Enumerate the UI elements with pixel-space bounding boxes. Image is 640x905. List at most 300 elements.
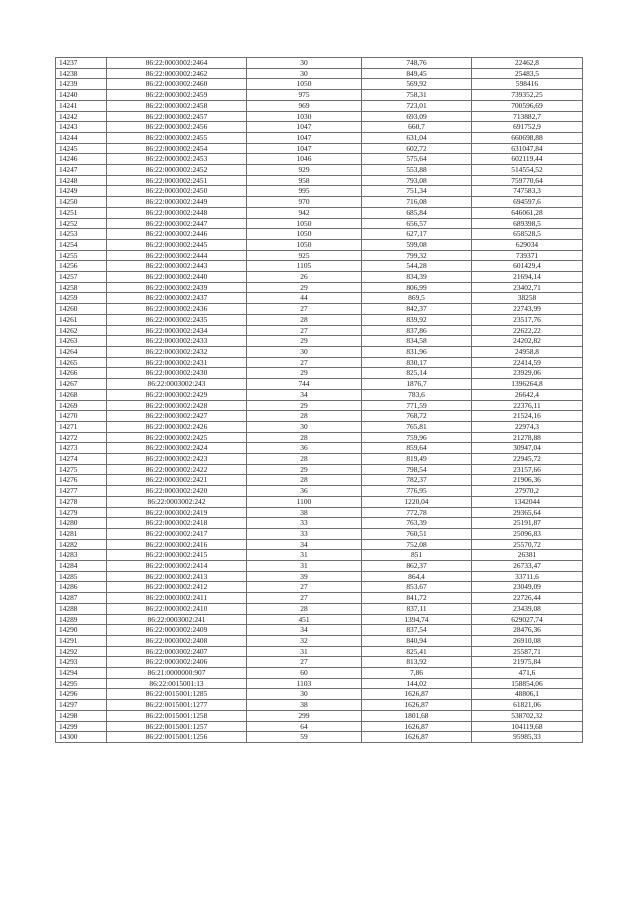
- cadastral-value-cell: 22726,44: [472, 593, 583, 604]
- specific-value-cell: 716,08: [362, 197, 472, 208]
- area-cell: 970: [247, 197, 362, 208]
- specific-value-cell: 144,02: [362, 678, 472, 689]
- specific-value-cell: 1394,74: [362, 614, 472, 625]
- specific-value-cell: 752,08: [362, 539, 472, 550]
- cadastral-value-cell: 1342044: [472, 496, 583, 507]
- table-row: [56, 539, 583, 550]
- cadastral-value-cell: 747583,3: [472, 186, 583, 197]
- cadastral-value-cell: 95985,33: [472, 732, 583, 743]
- row-number-cell: 14246: [56, 154, 107, 165]
- area-cell: 1047: [247, 143, 362, 154]
- row-number-cell: 14242: [56, 111, 107, 122]
- specific-value-cell: 842,37: [362, 304, 472, 315]
- area-cell: 33: [247, 518, 362, 529]
- specific-value-cell: 569,92: [362, 79, 472, 90]
- row-number-cell: 14257: [56, 272, 107, 283]
- table-row: [56, 464, 583, 475]
- specific-value-cell: 783,6: [362, 389, 472, 400]
- specific-value-cell: 849,45: [362, 68, 472, 79]
- cadastral-number-cell: 86:22:0003002:243: [107, 379, 247, 390]
- area-cell: 995: [247, 186, 362, 197]
- cadastral-value-cell: 104119,68: [472, 721, 583, 732]
- cadastral-number-cell: 86:22:0003002:2421: [107, 475, 247, 486]
- cadastral-value-cell: 26642,4: [472, 389, 583, 400]
- table-row: [56, 721, 583, 732]
- cadastral-value-cell: 538702,32: [472, 710, 583, 721]
- row-number-cell: 14292: [56, 646, 107, 657]
- area-cell: 28: [247, 411, 362, 422]
- area-cell: 28: [247, 475, 362, 486]
- specific-value-cell: 837,54: [362, 625, 472, 636]
- row-number-cell: 14237: [56, 58, 107, 69]
- table-row: [56, 486, 583, 497]
- table-row: [56, 657, 583, 668]
- specific-value-cell: 793,08: [362, 175, 472, 186]
- area-cell: 28: [247, 454, 362, 465]
- specific-value-cell: 1626,87: [362, 721, 472, 732]
- cadastral-value-cell: 694597,6: [472, 197, 583, 208]
- cadastral-number-cell: 86:22:0003002:2443: [107, 261, 247, 272]
- row-number-cell: 14296: [56, 689, 107, 700]
- area-cell: 1103: [247, 678, 362, 689]
- table-row: [56, 207, 583, 218]
- area-cell: 451: [247, 614, 362, 625]
- area-cell: 969: [247, 100, 362, 111]
- row-number-cell: 14265: [56, 357, 107, 368]
- table-row: [56, 700, 583, 711]
- specific-value-cell: 1626,87: [362, 732, 472, 743]
- area-cell: 28: [247, 314, 362, 325]
- area-cell: 975: [247, 90, 362, 101]
- cadastral-value-cell: 23402,71: [472, 282, 583, 293]
- table-row: [56, 346, 583, 357]
- cadastral-number-cell: 86:22:0003002:2412: [107, 582, 247, 593]
- table-row: [56, 614, 583, 625]
- cadastral-value-cell: 21975,84: [472, 657, 583, 668]
- cadastral-number-cell: 86:22:0003002:2451: [107, 175, 247, 186]
- cadastral-number-cell: 86:22:0003002:2418: [107, 518, 247, 529]
- area-cell: 925: [247, 250, 362, 261]
- row-number-cell: 14270: [56, 411, 107, 422]
- area-cell: 38: [247, 507, 362, 518]
- specific-value-cell: 7,86: [362, 668, 472, 679]
- cadastral-value-cell: 759770,64: [472, 175, 583, 186]
- row-number-cell: 14285: [56, 571, 107, 582]
- row-number-cell: 14278: [56, 496, 107, 507]
- cadastral-value-cell: 739371: [472, 250, 583, 261]
- table-row: [56, 475, 583, 486]
- specific-value-cell: 772,78: [362, 507, 472, 518]
- cadastral-number-cell: 86:22:0015001:1285: [107, 689, 247, 700]
- cadastral-number-cell: 86:22:0003002:2417: [107, 528, 247, 539]
- specific-value-cell: 1876,7: [362, 379, 472, 390]
- table-row: [56, 357, 583, 368]
- row-number-cell: 14277: [56, 486, 107, 497]
- row-number-cell: 14297: [56, 700, 107, 711]
- row-number-cell: 14272: [56, 432, 107, 443]
- row-number-cell: 14286: [56, 582, 107, 593]
- row-number-cell: 14241: [56, 100, 107, 111]
- cadastral-number-cell: 86:22:0003002:2456: [107, 122, 247, 133]
- cadastral-value-cell: 658528,5: [472, 229, 583, 240]
- table-row: [56, 389, 583, 400]
- cadastral-number-cell: 86:22:0003002:2433: [107, 336, 247, 347]
- specific-value-cell: 685,84: [362, 207, 472, 218]
- cadastral-number-cell: 86:22:0003002:2414: [107, 561, 247, 572]
- cadastral-number-cell: 86:22:0015001:1277: [107, 700, 247, 711]
- cadastral-number-cell: 86:22:0003002:2427: [107, 411, 247, 422]
- row-number-cell: 14280: [56, 518, 107, 529]
- table-row: [56, 571, 583, 582]
- cadastral-number-cell: 86:22:0015001:1258: [107, 710, 247, 721]
- specific-value-cell: 830,17: [362, 357, 472, 368]
- specific-value-cell: 782,37: [362, 475, 472, 486]
- area-cell: 38: [247, 700, 362, 711]
- cadastral-number-cell: 86:22:0003002:2457: [107, 111, 247, 122]
- table-row: [56, 218, 583, 229]
- table-row: [56, 165, 583, 176]
- specific-value-cell: 1801,68: [362, 710, 472, 721]
- cadastral-number-cell: 86:22:0003002:2409: [107, 625, 247, 636]
- specific-value-cell: 819,49: [362, 454, 472, 465]
- table-row: [56, 304, 583, 315]
- cadastral-number-cell: 86:22:0003002:2452: [107, 165, 247, 176]
- table-row: [56, 336, 583, 347]
- area-cell: 31: [247, 561, 362, 572]
- row-number-cell: 14274: [56, 454, 107, 465]
- cadastral-value-cell: 29365,64: [472, 507, 583, 518]
- table-row: [56, 400, 583, 411]
- row-number-cell: 14253: [56, 229, 107, 240]
- row-number-cell: 14271: [56, 421, 107, 432]
- cadastral-value-table: [55, 57, 583, 743]
- table-row: [56, 496, 583, 507]
- cadastral-number-cell: 86:22:0003002:2422: [107, 464, 247, 475]
- cadastral-value-cell: 598416: [472, 79, 583, 90]
- cadastral-value-cell: 22974,3: [472, 421, 583, 432]
- table-row: [56, 582, 583, 593]
- cadastral-value-cell: 646061,28: [472, 207, 583, 218]
- specific-value-cell: 813,92: [362, 657, 472, 668]
- cadastral-number-cell: 86:22:0003002:2426: [107, 421, 247, 432]
- specific-value-cell: 825,14: [362, 368, 472, 379]
- cadastral-number-cell: 86:22:0003002:2410: [107, 603, 247, 614]
- cadastral-value-cell: 660698,88: [472, 132, 583, 143]
- table-row: [56, 625, 583, 636]
- specific-value-cell: 631,04: [362, 132, 472, 143]
- row-number-cell: 14289: [56, 614, 107, 625]
- cadastral-number-cell: 86:22:0003002:2449: [107, 197, 247, 208]
- row-number-cell: 14245: [56, 143, 107, 154]
- cadastral-value-cell: 739352,25: [472, 90, 583, 101]
- table-row: [56, 272, 583, 283]
- cadastral-value-cell: 158854,06: [472, 678, 583, 689]
- specific-value-cell: 806,99: [362, 282, 472, 293]
- cadastral-value-cell: 514554,52: [472, 165, 583, 176]
- area-cell: 26: [247, 272, 362, 283]
- specific-value-cell: 660,7: [362, 122, 472, 133]
- cadastral-value-cell: 1396264,8: [472, 379, 583, 390]
- cadastral-number-cell: 86:22:0003002:2460: [107, 79, 247, 90]
- cadastral-value-cell: 23049,09: [472, 582, 583, 593]
- area-cell: 27: [247, 357, 362, 368]
- row-number-cell: 14258: [56, 282, 107, 293]
- specific-value-cell: 1220,04: [362, 496, 472, 507]
- area-cell: 29: [247, 368, 362, 379]
- table-row: [56, 132, 583, 143]
- specific-value-cell: 859,64: [362, 443, 472, 454]
- table-row: [56, 122, 583, 133]
- cadastral-value-cell: 27970,2: [472, 486, 583, 497]
- table-row: [56, 293, 583, 304]
- cadastral-number-cell: 86:22:0003002:2411: [107, 593, 247, 604]
- cadastral-value-cell: 61821,06: [472, 700, 583, 711]
- cadastral-value-cell: 22945,72: [472, 454, 583, 465]
- specific-value-cell: 759,96: [362, 432, 472, 443]
- table-row: [56, 678, 583, 689]
- specific-value-cell: 693,09: [362, 111, 472, 122]
- area-cell: 29: [247, 464, 362, 475]
- area-cell: 34: [247, 539, 362, 550]
- specific-value-cell: 831,96: [362, 346, 472, 357]
- row-number-cell: 14279: [56, 507, 107, 518]
- row-number-cell: 14291: [56, 635, 107, 646]
- cadastral-number-cell: 86:22:0003002:2455: [107, 132, 247, 143]
- table-row: [56, 603, 583, 614]
- area-cell: 299: [247, 710, 362, 721]
- cadastral-value-cell: 23157,66: [472, 464, 583, 475]
- table-row: [56, 325, 583, 336]
- area-cell: 30: [247, 346, 362, 357]
- cadastral-number-cell: 86:22:0003002:2428: [107, 400, 247, 411]
- specific-value-cell: 723,01: [362, 100, 472, 111]
- specific-value-cell: 771,59: [362, 400, 472, 411]
- specific-value-cell: 768,72: [362, 411, 472, 422]
- row-number-cell: 14282: [56, 539, 107, 550]
- area-cell: 27: [247, 657, 362, 668]
- specific-value-cell: 798,54: [362, 464, 472, 475]
- table-row: [56, 261, 583, 272]
- specific-value-cell: 840,94: [362, 635, 472, 646]
- specific-value-cell: 1626,87: [362, 700, 472, 711]
- specific-value-cell: 765,81: [362, 421, 472, 432]
- specific-value-cell: 602,72: [362, 143, 472, 154]
- table-row: [56, 528, 583, 539]
- cadastral-number-cell: 86:22:0003002:2431: [107, 357, 247, 368]
- cadastral-number-cell: 86:22:0003002:2408: [107, 635, 247, 646]
- area-cell: 34: [247, 389, 362, 400]
- area-cell: 30: [247, 689, 362, 700]
- row-number-cell: 14243: [56, 122, 107, 133]
- specific-value-cell: 758,31: [362, 90, 472, 101]
- cadastral-number-cell: 86:22:0003002:2413: [107, 571, 247, 582]
- area-cell: 27: [247, 593, 362, 604]
- cadastral-number-cell: 86:22:0015001:1257: [107, 721, 247, 732]
- row-number-cell: 14255: [56, 250, 107, 261]
- area-cell: 1100: [247, 496, 362, 507]
- area-cell: 29: [247, 336, 362, 347]
- cadastral-value-cell: 25587,71: [472, 646, 583, 657]
- cadastral-value-cell: 25570,72: [472, 539, 583, 550]
- cadastral-number-cell: 86:22:0003002:2435: [107, 314, 247, 325]
- cadastral-number-cell: 86:22:0003002:2419: [107, 507, 247, 518]
- cadastral-number-cell: 86:22:0003002:2444: [107, 250, 247, 261]
- area-cell: 30: [247, 58, 362, 69]
- cadastral-number-cell: 86:22:0003002:2454: [107, 143, 247, 154]
- table-row: [56, 550, 583, 561]
- cadastral-number-cell: 86:22:0003002:2434: [107, 325, 247, 336]
- cadastral-number-cell: 86:22:0003002:2464: [107, 58, 247, 69]
- document-page: [55, 57, 582, 743]
- cadastral-number-cell: 86:22:0003002:2406: [107, 657, 247, 668]
- cadastral-number-cell: 86:22:0003002:2432: [107, 346, 247, 357]
- table-row: [56, 668, 583, 679]
- cadastral-value-cell: 48806,1: [472, 689, 583, 700]
- area-cell: 31: [247, 646, 362, 657]
- row-number-cell: 14294: [56, 668, 107, 679]
- specific-value-cell: 799,32: [362, 250, 472, 261]
- area-cell: 31: [247, 550, 362, 561]
- area-cell: 1105: [247, 261, 362, 272]
- cadastral-value-cell: 26381: [472, 550, 583, 561]
- specific-value-cell: 760,51: [362, 528, 472, 539]
- cadastral-number-cell: 86:22:0003002:2424: [107, 443, 247, 454]
- specific-value-cell: 834,39: [362, 272, 472, 283]
- cadastral-number-cell: 86:22:0003002:2447: [107, 218, 247, 229]
- cadastral-number-cell: 86:22:0003002:2420: [107, 486, 247, 497]
- area-cell: 30: [247, 68, 362, 79]
- table-row: [56, 689, 583, 700]
- table-row: [56, 282, 583, 293]
- row-number-cell: 14263: [56, 336, 107, 347]
- table-row: [56, 143, 583, 154]
- table-row: [56, 197, 583, 208]
- area-cell: 1050: [247, 218, 362, 229]
- cadastral-value-cell: 22376,11: [472, 400, 583, 411]
- area-cell: 44: [247, 293, 362, 304]
- cadastral-value-cell: 25096,83: [472, 528, 583, 539]
- specific-value-cell: 748,76: [362, 58, 472, 69]
- area-cell: 1050: [247, 239, 362, 250]
- cadastral-number-cell: 86:22:0003002:241: [107, 614, 247, 625]
- area-cell: 34: [247, 625, 362, 636]
- cadastral-value-cell: 23439,08: [472, 603, 583, 614]
- cadastral-number-cell: 86:22:0003002:2448: [107, 207, 247, 218]
- cadastral-number-cell: 86:22:0003002:2415: [107, 550, 247, 561]
- row-number-cell: 14298: [56, 710, 107, 721]
- table-row: [56, 443, 583, 454]
- row-number-cell: 14275: [56, 464, 107, 475]
- table-body: [56, 58, 583, 743]
- cadastral-value-cell: 24958,8: [472, 346, 583, 357]
- cadastral-number-cell: 86:22:0003002:2445: [107, 239, 247, 250]
- cadastral-value-cell: 28476,36: [472, 625, 583, 636]
- row-number-cell: 14299: [56, 721, 107, 732]
- table-row: [56, 732, 583, 743]
- area-cell: 32: [247, 635, 362, 646]
- cadastral-value-cell: 33711,6: [472, 571, 583, 582]
- cadastral-number-cell: 86:22:0003002:2458: [107, 100, 247, 111]
- specific-value-cell: 825,41: [362, 646, 472, 657]
- area-cell: 942: [247, 207, 362, 218]
- specific-value-cell: 575,64: [362, 154, 472, 165]
- row-number-cell: 14267: [56, 379, 107, 390]
- row-number-cell: 14295: [56, 678, 107, 689]
- specific-value-cell: 869,5: [362, 293, 472, 304]
- cadastral-value-cell: 713882,7: [472, 111, 583, 122]
- row-number-cell: 14287: [56, 593, 107, 604]
- row-number-cell: 14261: [56, 314, 107, 325]
- area-cell: 28: [247, 432, 362, 443]
- table-row: [56, 239, 583, 250]
- row-number-cell: 14251: [56, 207, 107, 218]
- row-number-cell: 14256: [56, 261, 107, 272]
- table-row: [56, 175, 583, 186]
- specific-value-cell: 751,34: [362, 186, 472, 197]
- area-cell: 1050: [247, 79, 362, 90]
- row-number-cell: 14300: [56, 732, 107, 743]
- row-number-cell: 14250: [56, 197, 107, 208]
- cadastral-value-cell: 25483,5: [472, 68, 583, 79]
- cadastral-number-cell: 86:22:0003002:2430: [107, 368, 247, 379]
- specific-value-cell: 853,67: [362, 582, 472, 593]
- cadastral-value-cell: 38258: [472, 293, 583, 304]
- cadastral-value-cell: 471,6: [472, 668, 583, 679]
- cadastral-number-cell: 86:22:0003002:2436: [107, 304, 247, 315]
- row-number-cell: 14260: [56, 304, 107, 315]
- table-row: [56, 507, 583, 518]
- row-number-cell: 14284: [56, 561, 107, 572]
- cadastral-number-cell: 86:22:0003002:2462: [107, 68, 247, 79]
- specific-value-cell: 837,11: [362, 603, 472, 614]
- area-cell: 33: [247, 528, 362, 539]
- cadastral-number-cell: 86:22:0015001:13: [107, 678, 247, 689]
- cadastral-value-cell: 601429,4: [472, 261, 583, 272]
- area-cell: 30: [247, 421, 362, 432]
- cadastral-value-cell: 21906,36: [472, 475, 583, 486]
- table-row: [56, 454, 583, 465]
- cadastral-number-cell: 86:22:0003002:2416: [107, 539, 247, 550]
- cadastral-number-cell: 86:22:0003002:2407: [107, 646, 247, 657]
- table-row: [56, 79, 583, 90]
- table-row: [56, 154, 583, 165]
- area-cell: 958: [247, 175, 362, 186]
- area-cell: 27: [247, 325, 362, 336]
- cadastral-value-cell: 691752,9: [472, 122, 583, 133]
- table-row: [56, 411, 583, 422]
- row-number-cell: 14247: [56, 165, 107, 176]
- cadastral-number-cell: 86:22:0003002:2440: [107, 272, 247, 283]
- area-cell: 1047: [247, 132, 362, 143]
- cadastral-value-cell: 631047,84: [472, 143, 583, 154]
- cadastral-number-cell: 86:22:0003002:2437: [107, 293, 247, 304]
- cadastral-value-cell: 23517,76: [472, 314, 583, 325]
- row-number-cell: 14281: [56, 528, 107, 539]
- cadastral-value-cell: 21694,14: [472, 272, 583, 283]
- row-number-cell: 14268: [56, 389, 107, 400]
- specific-value-cell: 862,37: [362, 561, 472, 572]
- row-number-cell: 14252: [56, 218, 107, 229]
- cadastral-value-cell: 22414,59: [472, 357, 583, 368]
- cadastral-value-cell: 689398,5: [472, 218, 583, 229]
- table-row: [56, 250, 583, 261]
- table-row: [56, 90, 583, 101]
- cadastral-number-cell: 86:22:0003002:2450: [107, 186, 247, 197]
- specific-value-cell: 627,17: [362, 229, 472, 240]
- area-cell: 36: [247, 443, 362, 454]
- cadastral-value-cell: 602119,44: [472, 154, 583, 165]
- row-number-cell: 14293: [56, 657, 107, 668]
